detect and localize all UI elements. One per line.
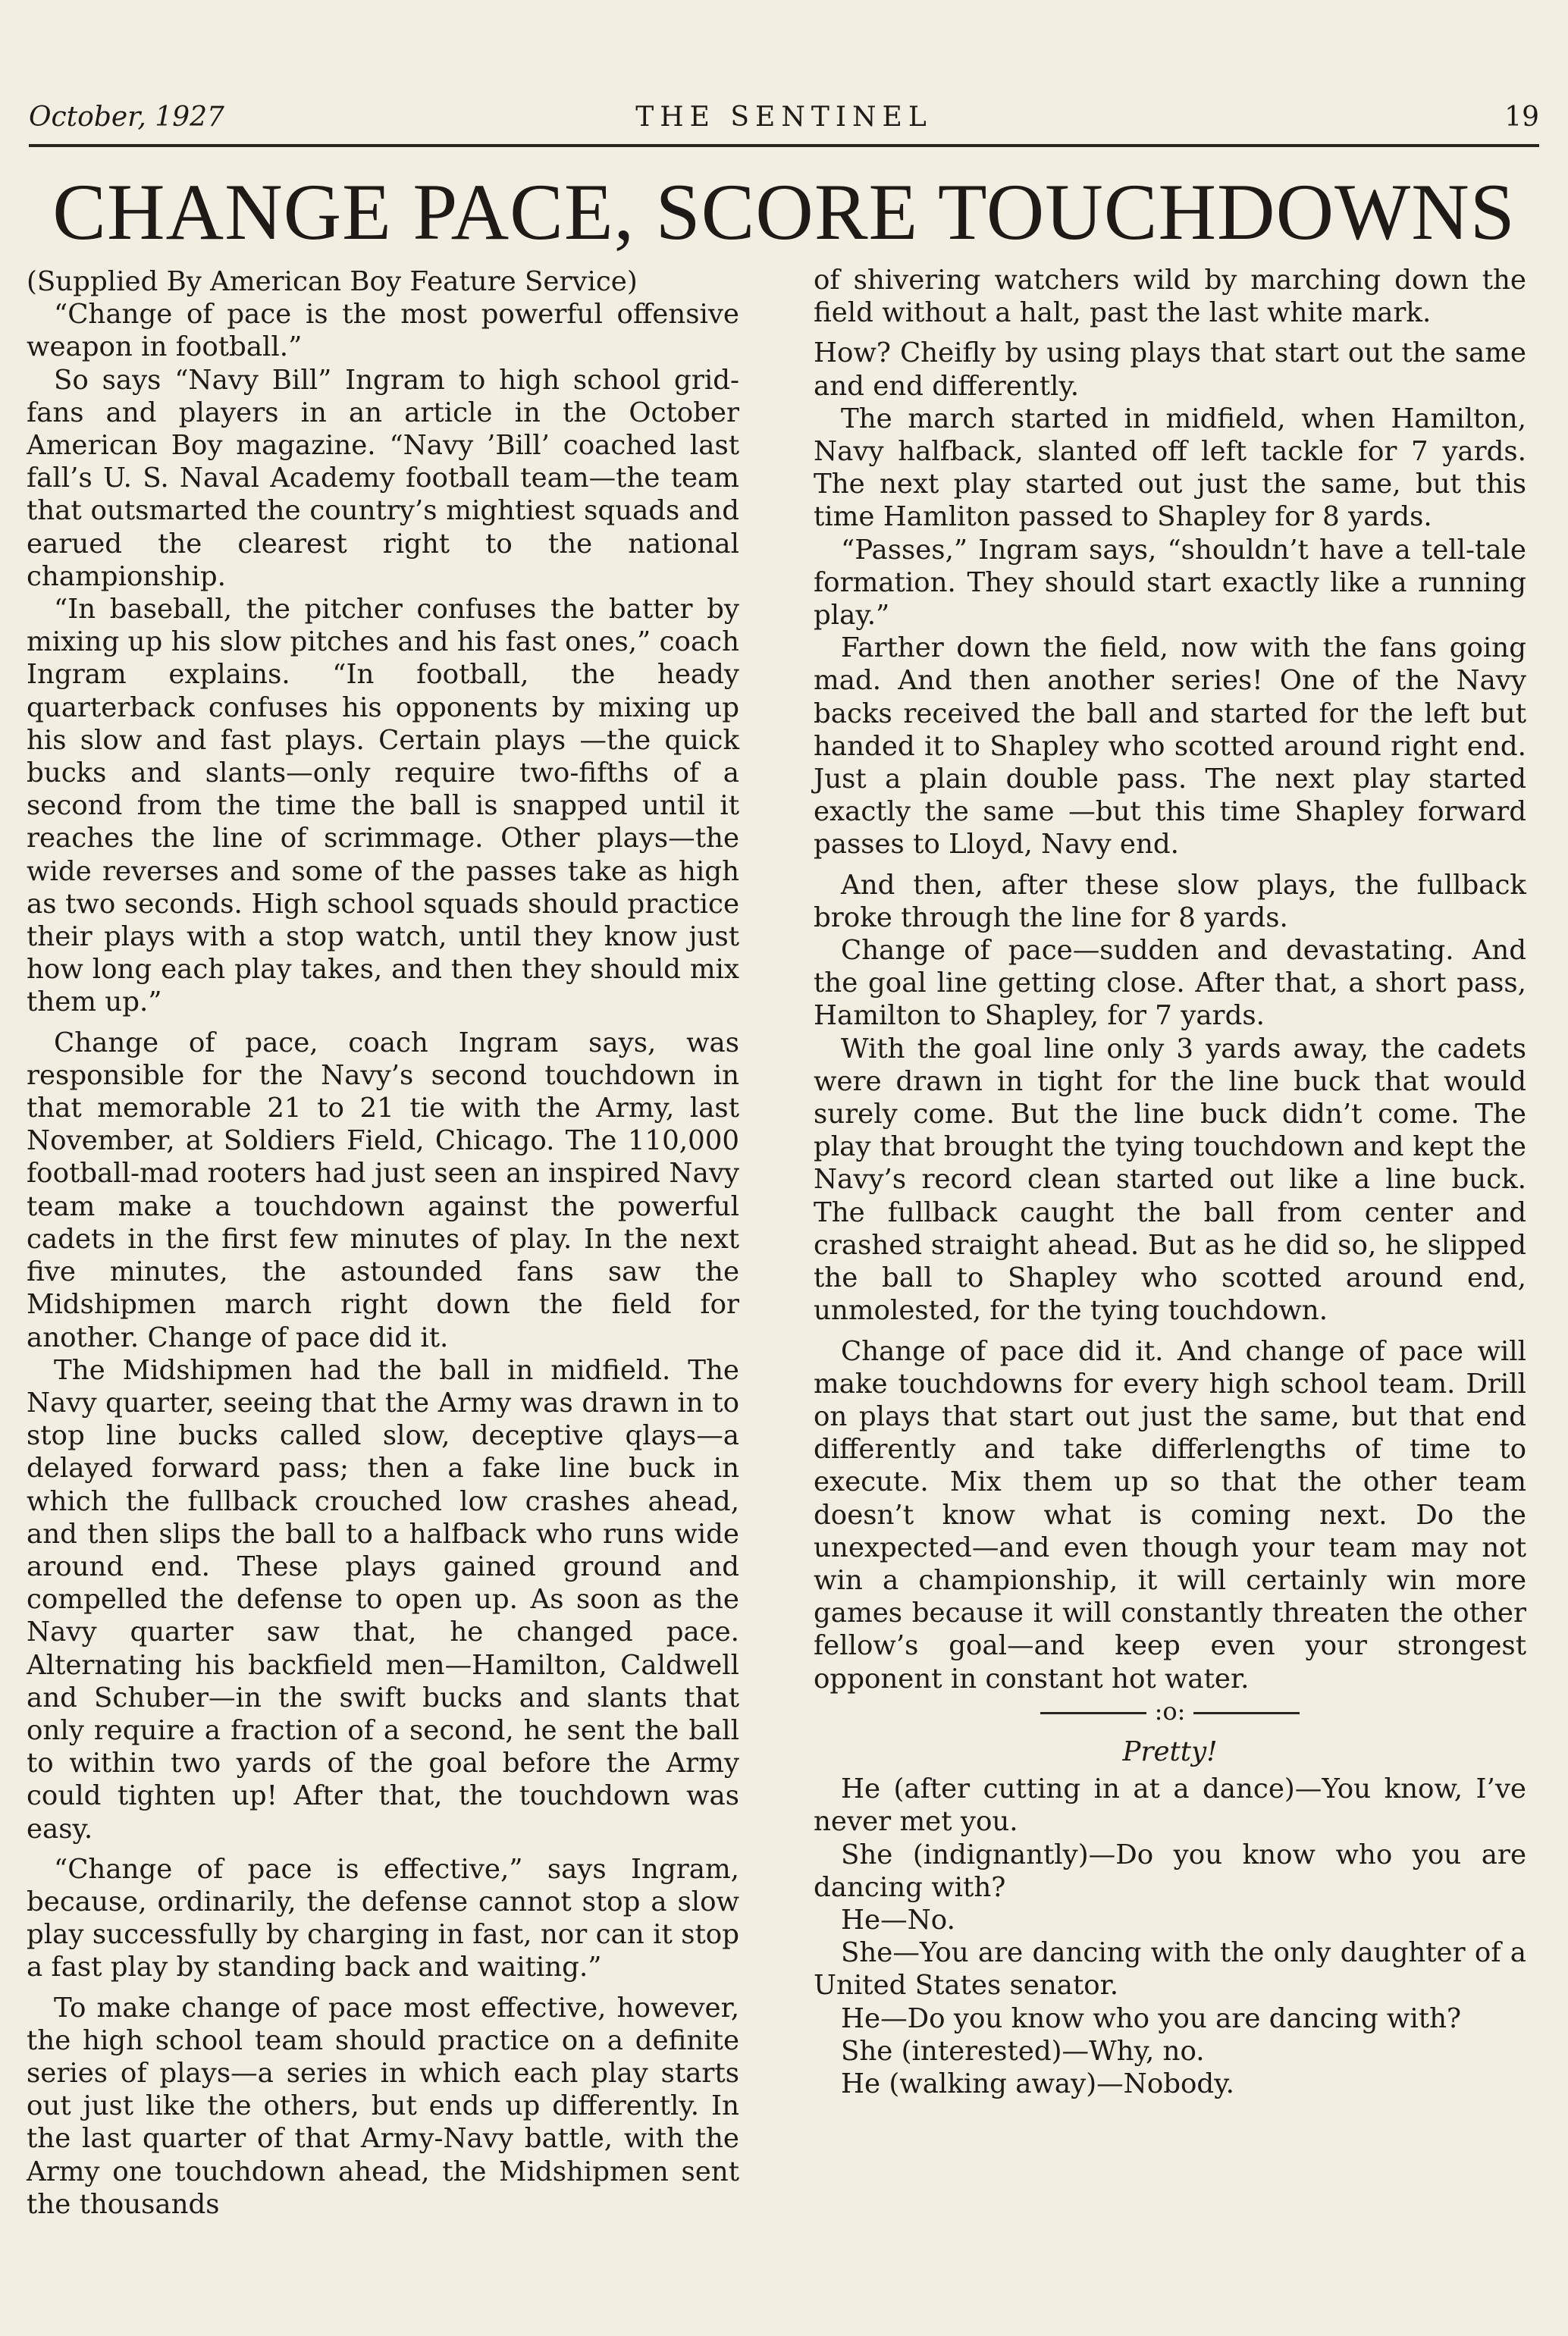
divider-rule: [1040, 1712, 1146, 1714]
filler-title: Pretty!: [1122, 1736, 1218, 1767]
dialogue-line: She (interested)—Why, no.: [841, 2035, 1205, 2067]
dialogue-line: He (after cutting in at a dance)—You know, I’ve never met you.: [814, 1773, 1526, 1838]
article-headline: CHANGE PACE, SCORE TOUCHDOWNS: [52, 168, 1516, 256]
paragraph: With the goal line only 3 yards away, the cadets were drawn in tight for the line buck that would surely come. But the line buck didn’t come. The play that brought the tying touchdown and kept the Navy’s record clean started out like a line buck. The fullback caught the ball from center and crashed straight ahead. But as he did so, he slipped the ball to Shapley who scotted around end, unmolested, for the tying touchdown.: [814, 1033, 1526, 1327]
paragraph: Farther down the field, now with the fans going mad. And then another series! One of the Navy backs received the ball and started for the left but handed it to Shapley who scotted around right end. Just a plain double pass. The next play started exactly the same —but this time Shapley forward passes to Lloyd, Navy end.: [814, 632, 1526, 861]
dialogue-line: She—You are dancing with the only daughter of a United States senator.: [814, 1937, 1526, 2002]
page-number: 19: [1504, 102, 1539, 133]
paragraph: The Midshipmen had the ball in midfield. The Navy quarter, seeing that the Army was drawn in to stop line bucks called slow, deceptive qlays—a delayed forward pass; then a fake line buck in which the fullback crouched low crashes ahead, and then slips the ball to a halfback who runs wide around end. These plays gained ground and compelled the defense to open up. As soon as the Navy quarter saw that, he changed pace. Alternating his backfield men—Hamilton, Caldwell and Schuber—in the swift bucks and slants that only require a fraction of a second, he sent the ball to within two yards of the goal before the Army could tighten up! After that, the touchdown was easy.: [27, 1354, 739, 1845]
dialogue-line: He—Do you know who you are dancing with?: [841, 2002, 1462, 2034]
dialogue-line: He (walking away)—Nobody.: [841, 2068, 1234, 2099]
divider-rule: [1193, 1712, 1300, 1714]
left-column: [27, 265, 739, 2221]
paragraph: Change of pace, coach Ingram says, was responsible for the Navy’s second touchdown in that memorable 21 to 21 tie with the Army, last November, at Soldiers Field, Chicago. The 110,000 football-mad rooters had just seen an inspired Navy team make a touchdown against the powerful cadets in the first few minutes of play. In the next five minutes, the astounded fans saw the Midshipmen march right down the field for another. Change of pace did it.: [27, 1027, 739, 1353]
paragraph: How? Cheifly by using plays that start out the same and end differently.: [814, 337, 1526, 402]
paragraph: “Passes,” Ingram says, “shouldn’t have a tell-tale formation. They should start exactly like a running play.”: [814, 534, 1526, 632]
dialogue-line: He—No.: [841, 1904, 955, 1936]
running-header: [29, 97, 1539, 147]
section-divider: [814, 1695, 1526, 1728]
paragraph: of shivering watchers wild by marching down the field without a halt, past the last white mark.: [814, 265, 1526, 329]
divider-mark: :o:: [1154, 1696, 1186, 1726]
paragraph: Change of pace—sudden and devastating. And the goal line getting close. After that, a short pass, Hamilton to Shapley, for 7 yards.: [814, 935, 1526, 1032]
paragraph: Change of pace did it. And change of pace will make touchdowns for every high school team. Drill on plays that start out just the same, but that end differently and take differlengths of time to execute. Mix them up so that the other team doesn’t know what is coming next. Do the unexpected—and even though your team may not win a championship, it will certainly win more games because it will constantly threaten the other fellow’s goal—and keep even your strongest opponent in constant hot water.: [814, 1335, 1526, 1695]
paragraph: “Change of pace is effective,” says Ingram, because, ordinarily, the defense cannot stop a slow play successfully by charging in fast, nor can it stop a fast play by standing back and waiting.”: [27, 1853, 739, 1983]
paragraph: The march started in midfield, when Hamilton, Navy halfback, slanted off left tackle for 7 yards. The next play started out just the same, but this time Hamliton passed to Shapley for 8 yards.: [814, 403, 1526, 533]
article-credit: (Supplied By American Boy Feature Service): [27, 266, 638, 297]
paragraph: “In baseball, the pitcher confuses the batter by mixing up his slow pitches and his fast ones,” coach Ingram explains. “In football, the heady quarterback confuses his opponents by mixing up his slow and fast plays. Certain plays —the quick bucks and slants—only require two-fifths of a second from the time the ball is snapped until it reaches the line of scrimmage. Other plays—the wide reverses and some of the passes take as high as two seconds. High school squads should practice their plays with a stop watch, until they know just how long each play takes, and then they should mix them up.”: [27, 594, 739, 1018]
right-column: [814, 264, 1526, 2100]
paragraph: So says “Navy Bill” Ingram to high school grid-fans and players in an article in the October American Boy magazine. “Navy ’Bill’ coached last fall’s U. S. Naval Academy football team—the team that outsmarted the country’s mightiest squads and earued the clearest right to the national championship.: [27, 364, 739, 592]
paragraph: “Change of pace is the most powerful offensive weapon in football.”: [27, 299, 739, 363]
publication-name: THE SENTINEL: [635, 102, 933, 133]
issue-date: October, 1927: [29, 102, 224, 133]
paragraph: And then, after these slow plays, the fullback broke through the line for 8 yards.: [814, 869, 1526, 933]
dialogue-line: She (indignantly)—Do you know who you are dancing with?: [814, 1839, 1526, 1903]
paragraph: To make change of pace most effective, however, the high school team should practice on a definite series of plays—a series in which each play starts out just like the others, but ends up differently. In the last quarter of that Army-Navy battle, with the Army one touchdown ahead, the Midshipmen sent the thousands: [27, 1992, 739, 2220]
